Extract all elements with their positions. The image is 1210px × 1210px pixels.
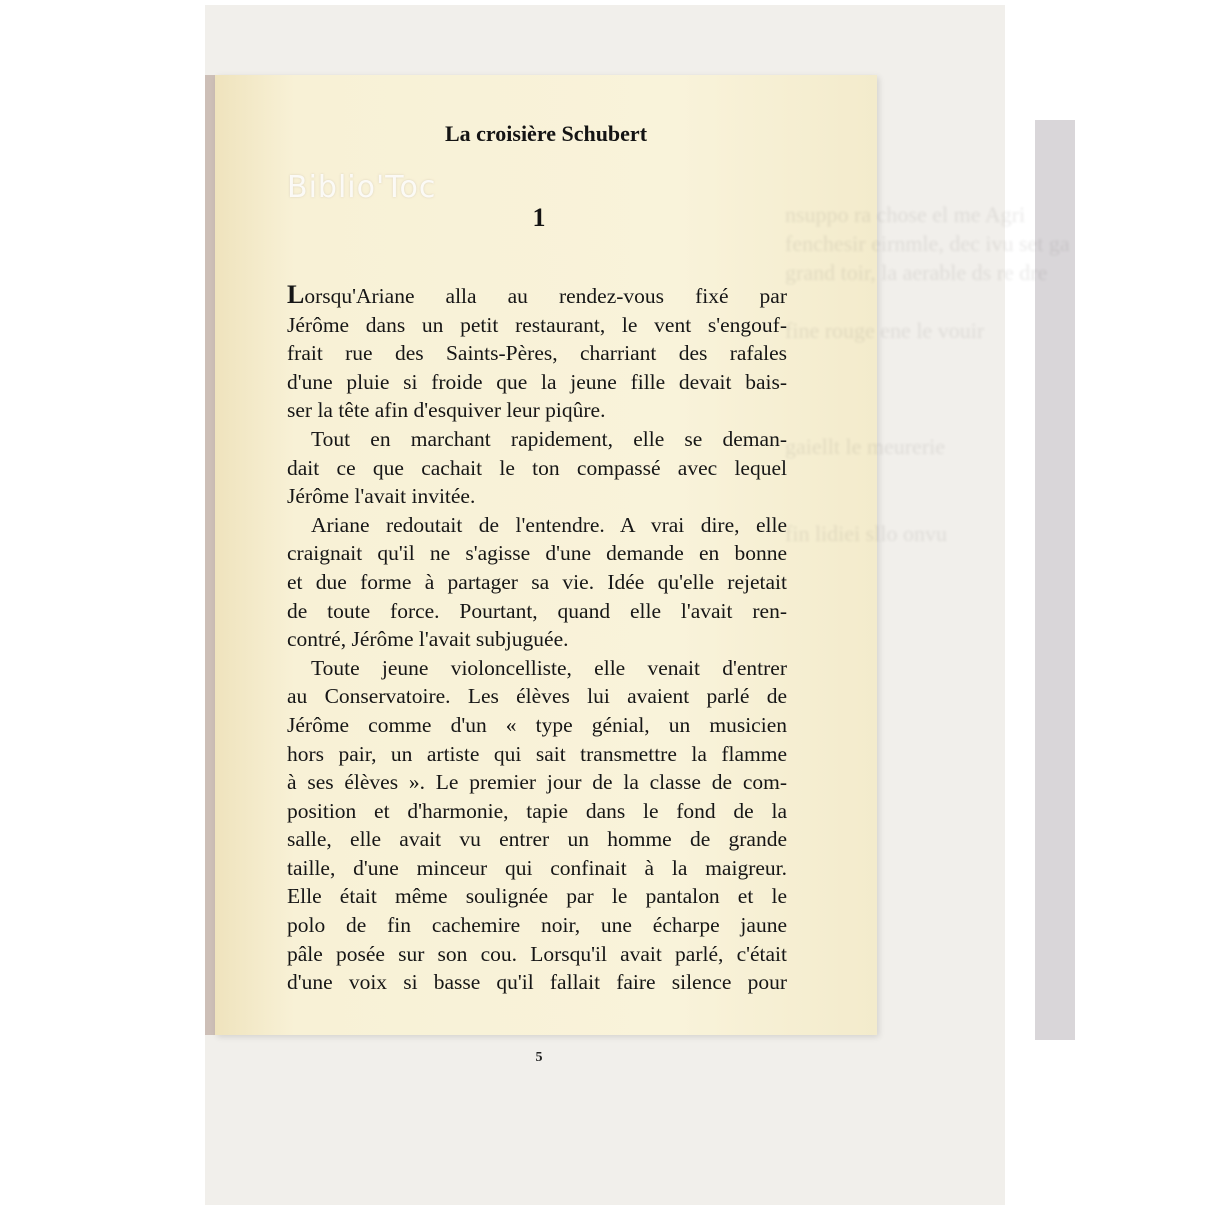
text-line-18: à ses élèves ». Le premier jour de la classe de com- [287,770,787,795]
text-line-19: position et d'harmonie, tapie dans le fond de la [287,798,787,823]
text-line-12: de toute force. Pourtant, quand elle l'avait ren- [287,598,787,623]
chapter-number: 1 [532,203,546,232]
back-page-edge [1035,120,1075,1040]
watermark-logo: Biblio'Toc [287,170,437,205]
body-text [287,281,787,997]
text-line-14: Toute jeune violoncelliste, elle venait d'entrer [311,655,787,680]
drop-cap: L [287,280,305,309]
text-line-13: contré, Jérôme l'avait subjuguée. [287,627,569,652]
text-line-16: Jérôme comme d'un « type génial, un musicien [287,712,787,737]
book-photo [205,5,1070,1205]
running-head: La croisière Schubert [444,121,648,146]
text-line-2: Jérôme dans un petit restaurant, le vent s'engouf- [287,312,787,337]
text-line-17: hors pair, un artiste qui sait transmettre la flamme [287,741,787,766]
text-line-7: dait ce que cachait le ton compassé avec lequel [287,455,787,480]
text-line-3: frait rue des Saints-Pères, charriant des rafales [287,341,787,366]
text-line-4: d'une pluie si froide que la jeune fille devait bais- [287,369,787,394]
show-through-text: nsuppo ra chose el me Agri fenchesir eirnmle, dec ivu set ga grand toir, la aerable ds re dre fine rouge ene le vouir meurerie sllo onvu [785,202,1070,546]
text-line-6: Tout en marchant rapidement, elle se deman- [311,426,787,451]
text-line-25: d'une voix si basse qu'il fallait faire silence pour [287,970,787,995]
text-line-22: Elle était même soulignée par le pantalon et le [287,884,787,909]
text-line-10: craignait qu'il ne s'agisse d'une demande en bonne [287,541,787,566]
text-line-24: pâle posée sur son cou. Lorsqu'il avait parlé, c'était [287,941,787,966]
text-line-1: Lorsqu'Ariane alla au rendez-vous fixé par [287,280,787,309]
text-line-11: et due forme à partager sa vie. Idée qu'elle rejetait [287,569,787,594]
text-line-5: ser la tête afin d'esquiver leur piqûre. [287,398,606,423]
text-line-20: salle, elle avait vu entrer un homme de grande [287,827,787,852]
page-number: 5 [535,1050,543,1065]
text-line-23: polo de fin cachemire noir, une écharpe jaune [287,913,787,938]
text-line-8: Jérôme l'avait invitée. [287,484,476,509]
text-line-15: au Conservatoire. Les élèves lui avaient parlé de [287,684,787,709]
text-line-9: Ariane redoutait de l'entendre. A vrai dire, elle [311,512,787,537]
text-line-21: taille, d'une minceur qui confinait à la maigreur. [287,855,787,880]
